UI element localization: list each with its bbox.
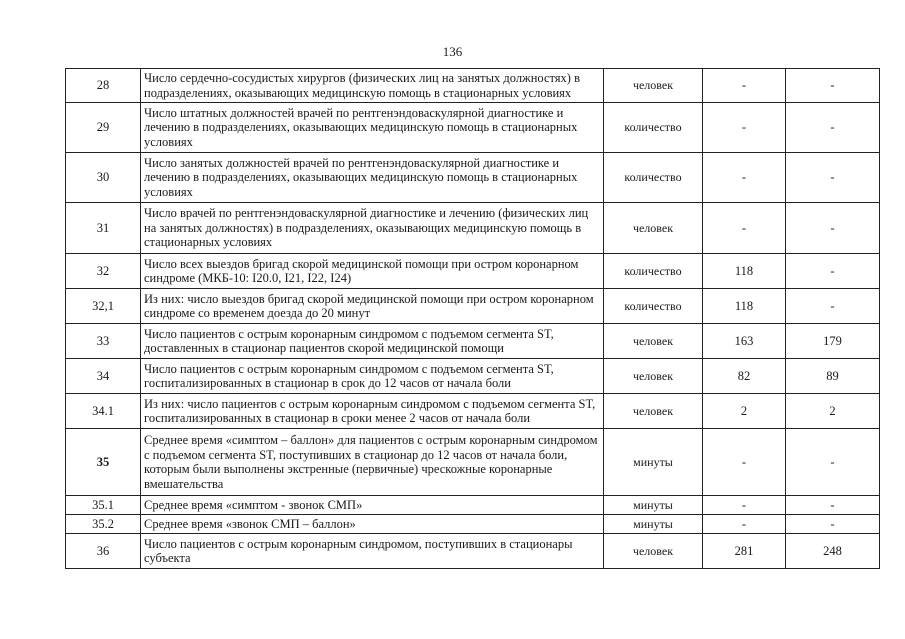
row-number: 33 — [66, 324, 141, 359]
table-row — [66, 534, 880, 569]
table-row — [66, 254, 880, 289]
value-column-2: - — [786, 153, 880, 203]
indicator-description: Среднее время «звонок СМП – баллон» — [141, 515, 604, 534]
unit-of-measure: минуты — [604, 429, 703, 496]
value-column-2: - — [786, 254, 880, 289]
value-column-2: 89 — [786, 359, 880, 394]
value-column-1: - — [703, 69, 786, 103]
unit-of-measure: количество — [604, 254, 703, 289]
indicator-description: Число пациентов с острым коронарным синдромом с подъемом сегмента ST, доставленных в стационар пациентов скорой медицинской помощи — [141, 324, 604, 359]
table-row — [66, 359, 880, 394]
table-row — [66, 69, 880, 103]
indicator-description: Число пациентов с острым коронарным синдромом, поступивших в стационары субъекта — [141, 534, 604, 569]
value-column-1: - — [703, 153, 786, 203]
row-number: 32 — [66, 254, 141, 289]
unit-of-measure: количество — [604, 289, 703, 324]
table-row — [66, 429, 880, 496]
row-number: 34 — [66, 359, 141, 394]
value-column-2: - — [786, 515, 880, 534]
value-column-1: - — [703, 103, 786, 153]
value-column-1: - — [703, 515, 786, 534]
row-number: 29 — [66, 103, 141, 153]
report-table — [65, 68, 880, 569]
value-column-1: - — [703, 429, 786, 496]
indicator-description: Число всех выездов бригад скорой медицинской помощи при остром коронарном синдроме (МКБ-10: I20.0, I21, I22, I24) — [141, 254, 604, 289]
indicator-description: Из них: число пациентов с острым коронарным синдромом с подъемом сегмента ST, госпитализированных в стационар в сроки менее 2 часов от начала боли — [141, 394, 604, 429]
value-column-2: 248 — [786, 534, 880, 569]
unit-of-measure: минуты — [604, 496, 703, 515]
table-row — [66, 153, 880, 203]
table-row — [66, 103, 880, 153]
unit-of-measure: человек — [604, 203, 703, 254]
row-number: 32,1 — [66, 289, 141, 324]
table-row — [66, 324, 880, 359]
indicator-description: Из них: число выездов бригад скорой медицинской помощи при остром коронарном синдроме со временем доезда до 20 минут — [141, 289, 604, 324]
value-column-2: - — [786, 496, 880, 515]
value-column-1: - — [703, 496, 786, 515]
row-number: 31 — [66, 203, 141, 254]
row-number: 35 — [66, 429, 141, 496]
table-row — [66, 496, 880, 515]
unit-of-measure: человек — [604, 324, 703, 359]
indicator-description: Число врачей по рентгенэндоваскулярной диагностике и лечению (физических лиц на занятых должностях) в подразделениях, оказывающих медицинскую помощь в стационарных условиях — [141, 203, 604, 254]
unit-of-measure: человек — [604, 359, 703, 394]
value-column-2: - — [786, 289, 880, 324]
row-number: 28 — [66, 69, 141, 103]
indicator-description: Среднее время «симптом - звонок СМП» — [141, 496, 604, 515]
indicator-description: Среднее время «симптом – баллон» для пациентов с острым коронарным синдромом с подъемом сегмента ST, поступивших в стационар до 12 часов от начала боли, которым были выполнены экстренные (первичные) чрескожные коронарные вмешательства — [141, 429, 604, 496]
value-column-1: 118 — [703, 289, 786, 324]
row-number: 34.1 — [66, 394, 141, 429]
row-number: 35.1 — [66, 496, 141, 515]
value-column-2: - — [786, 69, 880, 103]
indicator-description: Число занятых должностей врачей по рентгенэндоваскулярной диагностике и лечению в подразделениях, оказывающих медицинскую помощь в стационарных условиях — [141, 153, 604, 203]
value-column-1: 82 — [703, 359, 786, 394]
unit-of-measure: количество — [604, 153, 703, 203]
value-column-2: - — [786, 203, 880, 254]
unit-of-measure: человек — [604, 69, 703, 103]
row-number: 35.2 — [66, 515, 141, 534]
row-number: 36 — [66, 534, 141, 569]
value-column-1: 118 — [703, 254, 786, 289]
unit-of-measure: человек — [604, 534, 703, 569]
report-table-body — [66, 69, 880, 569]
table-row — [66, 515, 880, 534]
table-row — [66, 289, 880, 324]
value-column-1: 163 — [703, 324, 786, 359]
value-column-2: 179 — [786, 324, 880, 359]
value-column-2: 2 — [786, 394, 880, 429]
unit-of-measure: минуты — [604, 515, 703, 534]
indicator-description: Число штатных должностей врачей по рентгенэндоваскулярной диагностике и лечению в подразделениях, оказывающих медицинскую помощь в стационарных условиях — [141, 103, 604, 153]
unit-of-measure: человек — [604, 394, 703, 429]
value-column-1: 281 — [703, 534, 786, 569]
value-column-2: - — [786, 103, 880, 153]
table-row — [66, 203, 880, 254]
indicator-description: Число пациентов с острым коронарным синдромом с подъемом сегмента ST, госпитализированных в стационар в срок до 12 часов от начала боли — [141, 359, 604, 394]
table-row — [66, 394, 880, 429]
page-number: 136 — [442, 44, 463, 59]
unit-of-measure: количество — [604, 103, 703, 153]
row-number: 30 — [66, 153, 141, 203]
value-column-1: - — [703, 203, 786, 254]
indicator-description: Число сердечно-сосудистых хирургов (физических лиц на занятых должностях) в подразделениях, оказывающих медицинскую помощь в стационарных условиях — [141, 69, 604, 103]
value-column-2: - — [786, 429, 880, 496]
value-column-1: 2 — [703, 394, 786, 429]
